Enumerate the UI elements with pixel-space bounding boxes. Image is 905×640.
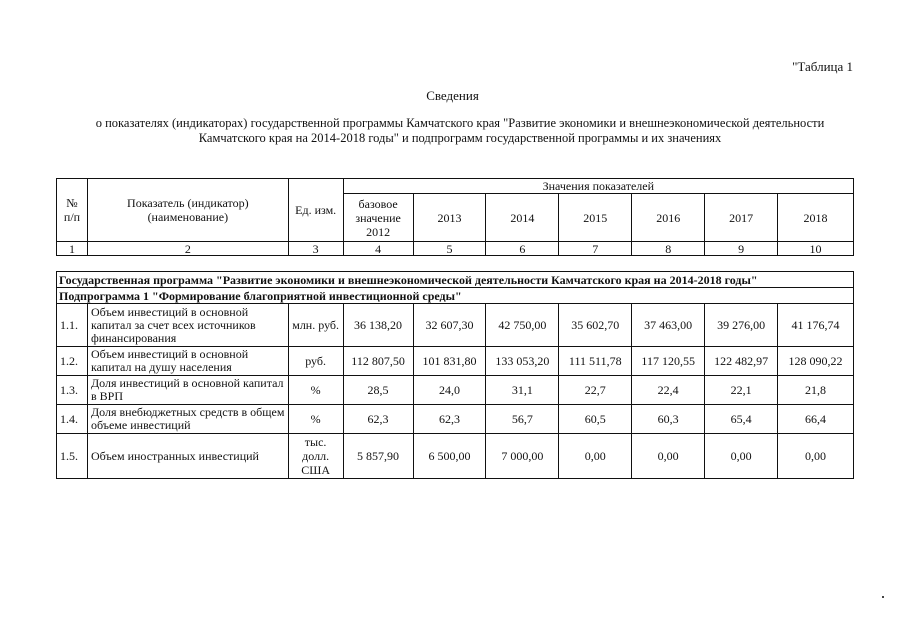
row-number: 1.4. — [57, 405, 88, 434]
document-title: Сведения — [426, 88, 479, 103]
col-number: 1 — [57, 242, 88, 256]
row-unit: тыс. долл. США — [288, 434, 343, 479]
row-value: 5 857,90 — [343, 434, 413, 479]
table-row — [57, 347, 854, 376]
table-row — [57, 405, 854, 434]
subtitle-line-1: о показателях (индикаторах) государственной программы Камчатского края "Развитие экономики и внешнеэкономической деятельности — [95, 116, 825, 130]
row-value: 22,4 — [632, 376, 705, 405]
row-value: 39 276,00 — [705, 304, 778, 347]
row-indicator-name: Объем инвестиций в основной капитал за счет всех источников финансирования — [87, 304, 288, 347]
row-value: 22,1 — [705, 376, 778, 405]
row-value: 60,5 — [559, 405, 632, 434]
row-value: 24,0 — [413, 376, 486, 405]
row-value: 112 807,50 — [343, 347, 413, 376]
col-number: 8 — [632, 242, 705, 256]
row-unit: % — [288, 405, 343, 434]
col-header-unit: Ед. изм. — [288, 179, 343, 242]
row-value: 117 120,55 — [632, 347, 705, 376]
subprogram-title: Подпрограмма 1 "Формирование благоприятной инвестиционной среды" — [57, 288, 854, 304]
scan-speck — [882, 596, 884, 598]
row-value: 66,4 — [778, 405, 854, 434]
row-value: 0,00 — [559, 434, 632, 479]
row-number: 1.2. — [57, 347, 88, 376]
program-title: Государственная программа "Развитие экономики и внешнеэкономической деятельности Камчатского края на 2014-2018 годы" — [57, 272, 854, 288]
row-indicator-name: Доля инвестиций в основной капитал в ВРП — [87, 376, 288, 405]
row-value: 36 138,20 — [343, 304, 413, 347]
row-value: 60,3 — [632, 405, 705, 434]
row-value: 42 750,00 — [486, 304, 559, 347]
col-header-indicator: Показатель (индикатор) (наименование) — [87, 179, 288, 242]
row-value: 35 602,70 — [559, 304, 632, 347]
row-value: 31,1 — [486, 376, 559, 405]
table-number-label: "Таблица 1 — [792, 59, 853, 74]
row-value: 0,00 — [705, 434, 778, 479]
row-value: 7 000,00 — [486, 434, 559, 479]
row-value: 21,8 — [778, 376, 854, 405]
row-value: 22,7 — [559, 376, 632, 405]
table-row — [57, 434, 854, 479]
row-indicator-name: Объем инвестиций в основной капитал на душу населения — [87, 347, 288, 376]
row-value: 62,3 — [413, 405, 486, 434]
row-value: 133 053,20 — [486, 347, 559, 376]
row-value: 0,00 — [632, 434, 705, 479]
row-value: 41 176,74 — [778, 304, 854, 347]
col-header-year: 2014 — [486, 194, 559, 242]
col-number: 3 — [288, 242, 343, 256]
row-indicator-name: Доля внебюджетных средств в общем объеме инвестиций — [87, 405, 288, 434]
col-number: 9 — [705, 242, 778, 256]
document-subtitle — [70, 116, 850, 146]
table-row — [57, 304, 854, 347]
row-value: 37 463,00 — [632, 304, 705, 347]
row-unit: руб. — [288, 347, 343, 376]
col-number: 10 — [778, 242, 854, 256]
col-header-year: 2015 — [559, 194, 632, 242]
row-value: 0,00 — [778, 434, 854, 479]
col-number: 4 — [343, 242, 413, 256]
row-value: 122 482,97 — [705, 347, 778, 376]
col-header-year: 2016 — [632, 194, 705, 242]
header-table — [56, 178, 854, 256]
col-number: 6 — [486, 242, 559, 256]
col-header-year: 2018 — [778, 194, 854, 242]
col-number: 7 — [559, 242, 632, 256]
col-number: 2 — [87, 242, 288, 256]
col-number: 5 — [413, 242, 486, 256]
row-number: 1.1. — [57, 304, 88, 347]
subtitle-line-2: Камчатского края на 2014-2018 годы" и подпрограмм государственной программы и их значениях — [198, 131, 722, 145]
table-row — [57, 376, 854, 405]
row-unit: млн. руб. — [288, 304, 343, 347]
row-value: 62,3 — [343, 405, 413, 434]
row-value: 128 090,22 — [778, 347, 854, 376]
row-unit: % — [288, 376, 343, 405]
indicators-table — [56, 271, 854, 479]
row-value: 32 607,30 — [413, 304, 486, 347]
col-header-year: 2017 — [705, 194, 778, 242]
col-header-year: 2013 — [413, 194, 486, 242]
col-header-base: базовое значение 2012 — [343, 194, 413, 242]
row-value: 28,5 — [343, 376, 413, 405]
row-indicator-name: Объем иностранных инвестиций — [87, 434, 288, 479]
row-value: 65,4 — [705, 405, 778, 434]
row-number: 1.5. — [57, 434, 88, 479]
row-value: 6 500,00 — [413, 434, 486, 479]
col-header-num: № п/п — [57, 179, 88, 242]
col-header-values-group: Значения показателей — [343, 179, 853, 194]
row-number: 1.3. — [57, 376, 88, 405]
row-value: 111 511,78 — [559, 347, 632, 376]
row-value: 101 831,80 — [413, 347, 486, 376]
row-value: 56,7 — [486, 405, 559, 434]
